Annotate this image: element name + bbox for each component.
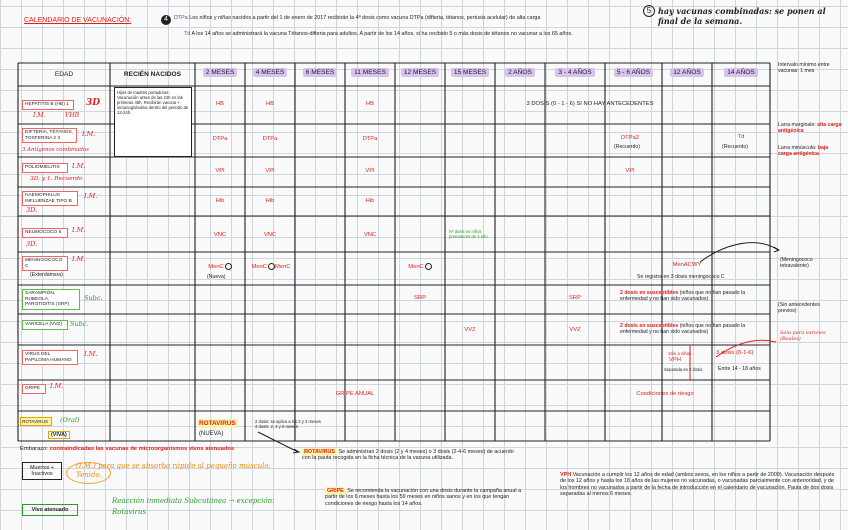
interval-note: Intervalo mínimo entre vacunas: 1 mes <box>778 62 830 75</box>
hib-tag: I.M. <box>84 192 98 200</box>
cell-gripe-anual: GRIPE ANUAL <box>335 391 375 397</box>
vivo-box: Vivo atenuado <box>22 504 78 516</box>
header-age-6: 2 AÑOS <box>495 69 545 76</box>
row-label-dtp: DIFTERIA, TÉTANOS, TOSFERINA 2 3 <box>22 128 77 143</box>
menin-sub: (Exterdamsra) <box>30 272 63 278</box>
cell-hb-2m: HB <box>215 101 225 107</box>
page-title: CALENDARIO DE VACUNACIÓN: <box>24 17 132 24</box>
polio-sub: 3D. y 1. Recuerdo <box>30 176 83 182</box>
row-label-vph: VIRUS DEL PAPILOMA HUMANO <box>22 350 78 365</box>
header-age-1: 4 MESES <box>245 69 295 76</box>
header-edad: EDAD <box>54 71 74 78</box>
rota-nueva: (NUEVA) <box>199 431 224 437</box>
cell-vpi-6y: VPI <box>625 168 635 174</box>
row-label-gripe: GRIPE <box>22 384 46 394</box>
header-age-2: 6 MESES <box>295 69 345 76</box>
cell-hib-4m: Hib <box>265 198 275 204</box>
cell-vvz-15m: VVZ <box>464 327 476 333</box>
cell-srp-12m: SRP <box>414 295 426 301</box>
cell-dtpa2-6y: DTPa2 <box>620 135 640 141</box>
cell-dtpa-11m: DTPa <box>362 136 378 142</box>
menac-note: Se registra en 3 dosis meningococo C <box>637 274 725 280</box>
right-note-alta: Larra marginale: alta carga antigénica <box>778 122 842 135</box>
hep-sub: I.M. <box>33 112 46 119</box>
cell-vvz-3y: VVZ <box>569 327 581 333</box>
dose-circle-icon <box>268 263 275 270</box>
cell-vnc-2m: VNC <box>213 232 227 238</box>
row-label-varicela: VARICELA (VVZ) <box>22 320 68 330</box>
header-age-3: 11 MESES <box>345 69 395 76</box>
cell-dtpa-4m: DTPa <box>262 136 278 142</box>
right-note-baja: Larra minúscula: baja carga antigénica <box>778 145 829 158</box>
srp-tag: Subc. <box>84 294 103 302</box>
neumo-green-note: Nº dosis en niños prematuros de 1 año <box>449 229 488 239</box>
cell-srp-3y: SRP <box>569 295 581 301</box>
header-age-8: 5 - 6 AÑOS <box>605 69 662 76</box>
dtp-sub: 3 Antígenos combinados <box>22 147 89 153</box>
row-label-polio: POLIOMIELITIS <box>22 163 68 173</box>
polio-tag: I.M. <box>72 162 86 170</box>
rota-tag: (Oral) <box>60 416 80 424</box>
cell-dtpa-2m: DTPa <box>212 136 228 142</box>
hep-sub2: VHB <box>65 112 79 119</box>
embarazo-note: Embarazo: contraindicadas las vacunas de microorganismos vivos atenuados <box>20 446 235 452</box>
dose-circle-icon <box>225 263 232 270</box>
cell-vpi-11m: VPI <box>365 168 375 174</box>
header-age-10: 14 AÑOS <box>712 69 770 76</box>
menc-nueva: (Nueva) <box>207 274 226 280</box>
cell-vnc-11m: VNC <box>363 232 377 238</box>
dose-circle-icon <box>425 263 432 270</box>
row-label-srp: SARAMPIÓN, RUBEOLA, PAROTIDITIS (SRP) <box>22 289 80 310</box>
header-age-9: 12 AÑOS <box>662 69 712 76</box>
hib-sub: 3D. <box>26 206 38 214</box>
cell-hb-11m: HB <box>365 101 375 107</box>
vph-small: Separada en 2 dosis <box>664 367 703 372</box>
dtp-tag: I.M. <box>82 130 96 138</box>
right-note-tetravalente: (Meningococo tetravalente) <box>780 257 813 270</box>
cell-hb-4m: HB <box>265 101 275 107</box>
right-note-varones: Solo para varones (Reales) <box>780 330 826 342</box>
gripe-riesgo: Condiciones de riesgo <box>636 391 694 397</box>
header-age-4: 12 MESES <box>395 69 445 76</box>
td-note: Td A los 14 años se administrará la vacuna Tétanos-difteria para adultos. A partir de los 14 años, si ha recibido 5 o más dosis de tétanos no vacunar a los 65 años. <box>184 31 573 37</box>
note-number-4: 4 <box>161 15 171 25</box>
srp-note: 2 dosis en susceptibles (niños que no han pasado la enfermedad y no han sido vacunados) <box>620 290 746 303</box>
header-recien-nacidos: RECIÉN NACIDOS <box>123 71 182 78</box>
vvz-note: 2 dosis en susceptibles (niños que no han pasado la enfermedad y no han sido vacunados) <box>620 323 746 336</box>
recien-nacidos-note: Hijos de madres portadoras: Vacunación antes de las 24h en las primeras 48h. Recibirán vacuna + inmunoglobulina dentro del periodo de 12-24h. <box>114 87 192 157</box>
cell-menc-12m: MenC <box>395 263 445 270</box>
header-age-0: 2 MESES <box>195 69 245 76</box>
cell-menc-2m: MenC <box>200 263 240 270</box>
muertos-handwritten: (I.M.) para que se absorba rápido al pequeño músculo. Tenido. <box>76 462 271 479</box>
vivo-handwritten: Reacción inmediata Subcutánea → excepción: Rotavirus <box>112 497 275 516</box>
rota-tag2: (VIVA) <box>48 431 70 439</box>
hep-tag: 3D <box>86 98 101 108</box>
vph-sub: Sólo a niñas <box>668 351 692 356</box>
muertos-box: Muertos + Inactivos <box>22 462 62 480</box>
dtpa2-recuerdo: (Recuerdo) <box>614 144 640 150</box>
gripe-tag: I.M. <box>50 382 64 390</box>
vph-right: 3 dosis (0-1-6) <box>716 350 754 356</box>
combined-vaccines-note: hay vacunas combinadas: se ponen al final de la semana. <box>658 6 826 26</box>
cell-vph-12y: VPH <box>669 357 681 363</box>
note-number-5: 5 <box>643 5 655 17</box>
cell-vpi-2m: VPI <box>215 168 225 174</box>
vph-tag: I.M. <box>84 350 98 358</box>
menin-tag: I.M. <box>72 255 86 263</box>
cell-vnc-4m: VNC <box>263 232 277 238</box>
hep-3dosis-note: 3 DOSIS (0 - 1 - 6) SI NO HAY ANTECEDENTES <box>526 101 654 107</box>
row-label-hib: HAEMOPHILUS INFLUENZAE TIPO B <box>22 191 78 206</box>
header-age-7: 3 - 4 AÑOS <box>545 69 605 76</box>
row-label-rotavirus: ROTAVIRUS <box>20 417 52 426</box>
row-label-meningococo: MENINGOCOCO C <box>22 256 68 271</box>
rotavirus-footnote: ROTAVIRUS Se administran 2 dosis (2 y 4 meses) o 3 dosis (2-4-6 meses) de acuerdo con la pauta recogida en la ficha técnica de la vacuna utilizada. <box>302 449 514 462</box>
vph-footnote: VPH Vacunación a cumplir los 12 años de edad (ambos sexos, en los niños a partir de 2009). Vacunación después de los 12 años y hasta los 18 años de las mujeres no vacunadas, o vacunadas parcialmente con anterioridad, y de los hombres no vacunados a partir de la fecha de introducción en el calendario de vacunación. Pauta de dos dosis separadas al menos 6 meses. <box>560 472 835 498</box>
cell-td-14y: Td <box>737 134 745 140</box>
gripe-footnote: GRIPE Se recomienda la vacunación con una dosis durante la campaña anual a partir de los 6 meses hasta los 59 meses en niños sanos y en los que tengan condiciones de riesgo hasta los 14 años. <box>325 488 522 507</box>
row-label-hepatitis-b: HEPATITIS B (HB) 1 <box>22 100 74 110</box>
dtpa-note: DTPa Los niños y niñas nacidos a partir del 1 de enero de 2017 recibirán la 4ª dosis como vacuna DTPa (difteria, tétanos, pertusis acelular) de alta carga <box>174 15 541 21</box>
right-note-sin-antecedentes: (Sin antecedentes previos) <box>778 302 820 315</box>
cell-vpi-4m: VPI <box>265 168 275 174</box>
cell-menacwy-12y: MenACWY <box>672 262 702 268</box>
td-recuerdo: (Recuerdo) <box>722 144 748 150</box>
vph-right2: Entre 14 - 18 años <box>718 366 761 372</box>
cell-hib-11m: Hib <box>365 198 375 204</box>
cell-menc-4m: MenC MenC <box>251 264 291 271</box>
neumo-sub: 3D. <box>26 240 38 248</box>
neumo-tag: I.M. <box>72 226 86 234</box>
cell-hib-2m: Hib <box>215 198 225 204</box>
cell-rotavirus: ROTAVIRUS <box>199 420 236 427</box>
vvz-tag: Subc. <box>70 320 89 328</box>
rota-side-note: 2 dosis: se aplica a los 2 y 4 meses 3 dosis: 2, 4 y 6 meses <box>255 419 321 429</box>
row-label-neumococo: NEUMOCOCO 6 <box>22 228 68 238</box>
header-age-5: 15 MESES <box>445 69 495 76</box>
